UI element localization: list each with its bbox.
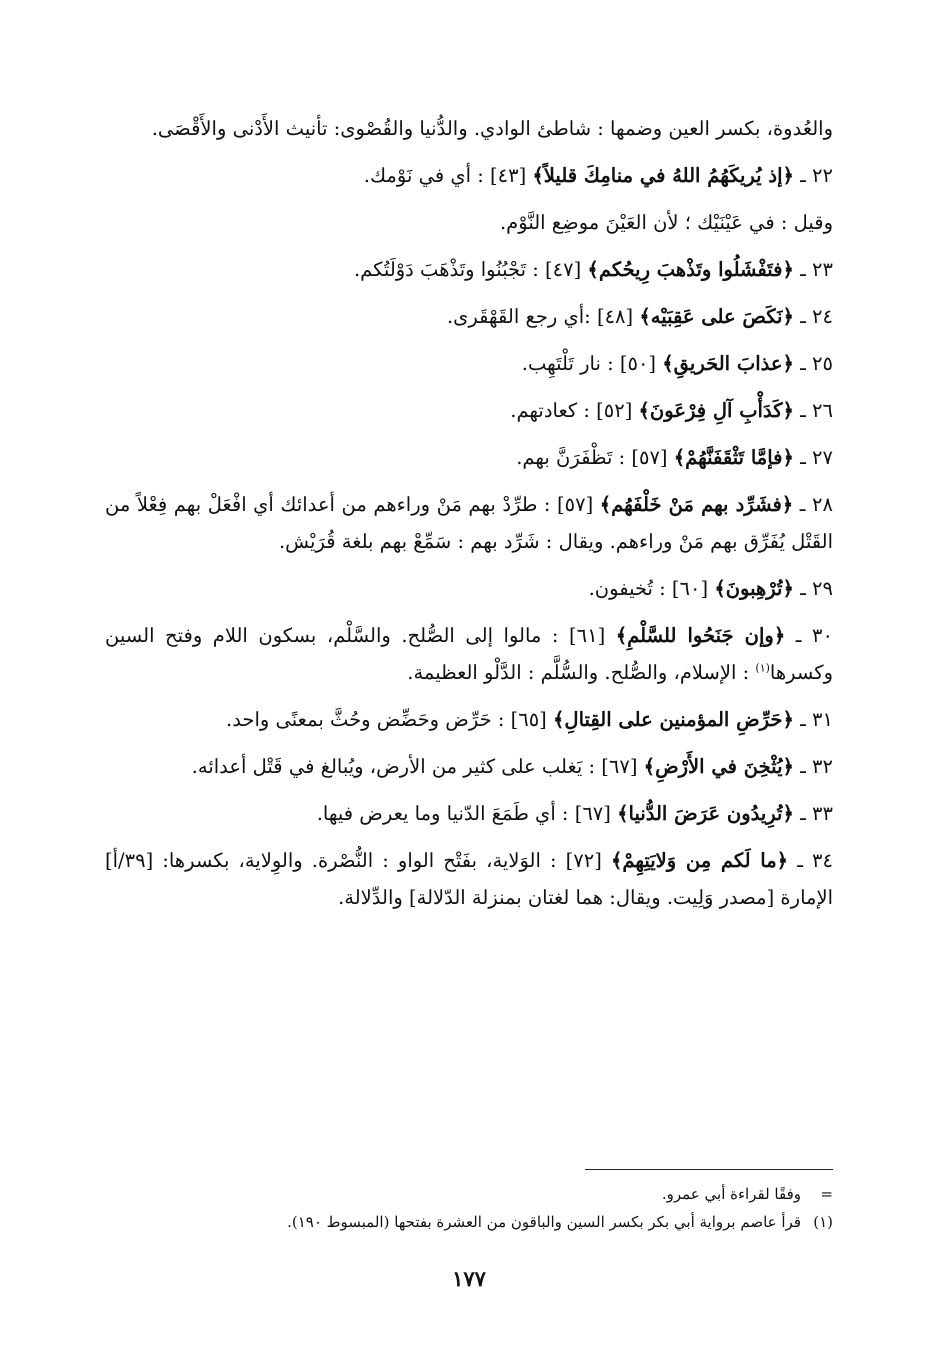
footnote-mark: = — [820, 1185, 833, 1203]
quran-quote: ﴿يُثْخِنَ في الأَرْضِ﴾ — [643, 755, 794, 778]
entry-number: ٢٩ ـ — [793, 577, 833, 600]
entry-28 — [105, 486, 833, 560]
entry-22 — [105, 157, 833, 194]
footnote-ref: (١) — [755, 661, 770, 675]
entry-explanation: [٦٠] : تُخيفون. — [588, 577, 715, 600]
entry-explanation: [٥٢] : كعادتهم. — [510, 399, 639, 422]
entry-explanation: [٥٧] : طرِّدْ بهم مَنْ وراءهم من أعدائك أي افْعَلْ بهم فِعْلاً من القَتْل يُفَرِّق بهم مَنْ وراءهم. ويقال : شَرِّد بهم : سَمِّعْ بهم بلغة قُرَيْش. — [105, 493, 833, 553]
entry-30 — [105, 617, 833, 691]
entry-number: ٢٥ ـ — [793, 352, 833, 375]
entry-29 — [105, 570, 833, 607]
entry-27 — [105, 439, 833, 476]
footnote-text: قرأ عاصم برواية أبي بكر بكسر السين والباقون من العشرة بفتحها (المبسوط ١٩٠). — [287, 1213, 801, 1231]
entry-number: ٣٤ ـ — [788, 849, 833, 872]
entry-number: ٣٣ ـ — [793, 802, 833, 825]
paragraph-note — [105, 204, 833, 241]
paragraph-intro — [105, 110, 833, 147]
quran-quote: ﴿فتَفْشَلُوا وتَذْهبَ رِيحُكم﴾ — [587, 258, 794, 281]
entry-number: ٢٨ ـ — [793, 493, 833, 516]
entry-number: ٢٢ ـ — [793, 164, 833, 187]
entry-number: ٢٣ ـ — [793, 258, 833, 281]
quran-quote: ﴿تُرِيدُون عَرَضَ الدُّنيا﴾ — [617, 802, 794, 825]
quran-quote: ﴿فشَرِّد بهم مَنْ خَلْفَهُم﴾ — [599, 493, 794, 516]
main-text — [105, 110, 833, 926]
footnote — [105, 1208, 833, 1236]
entry-number: ٣٠ ـ — [785, 624, 833, 647]
quran-quote: ﴿كَدَأْبِ آلِ فِرْعَونَ﴾ — [638, 399, 794, 422]
page-number: ١٧٧ — [452, 1266, 486, 1291]
entry-23 — [105, 251, 833, 288]
quran-quote: ﴿وإن جَنَحُوا للسَّلْمِ﴾ — [615, 624, 786, 647]
entry-explanation: [٧٢] : الوَلاية، بفَتْح الواو : النُّصْرة. والوِلاية، بكسرها: [٣٩/أ] الإمارة [مصدر وَلِيت. ويقال: هما لغتان بمنزلة الدّلالة] والدِّلالة. — [105, 849, 833, 909]
entry-32 — [105, 748, 833, 785]
entry-number: ٢٤ ـ — [793, 305, 833, 328]
entry-number: ٣١ ـ — [793, 708, 833, 731]
entry-number: ٢٧ ـ — [793, 446, 833, 469]
paragraph-text: والعُدوة، بكسر العين وضمها : شاطئ الوادي. والدُّنيا والقُصْوى: تأنيث الأَدْنى والأَقْصَى. — [151, 117, 833, 140]
footnote-text: وفقًا لقراءة أبي عمرو. — [661, 1185, 801, 1203]
entry-31 — [105, 701, 833, 738]
footnote-mark: (١) — [813, 1213, 833, 1231]
footnote-divider — [585, 1169, 833, 1170]
entry-number: ٣٢ ـ — [793, 755, 833, 778]
quran-quote: ﴿تُرْهِبونَ﴾ — [714, 577, 794, 600]
entry-25 — [105, 345, 833, 382]
quran-quote: ﴿إذ يُريكَهُمُ اللهُ في منامِكَ قليلاً﴾ — [532, 164, 794, 187]
entry-explanation: [٥٠] : نار تَلْتَهِب. — [521, 352, 663, 375]
entry-explanation: [٦٧] : يَغلب على كثير من الأرض، ويُبالغ في قَتْل أعدائه. — [191, 755, 644, 778]
quran-quote: ﴿حَرِّضِ المؤمنين على القِتالِ﴾ — [552, 708, 794, 731]
footnotes — [105, 1180, 833, 1236]
entry-explanation: [٦٥] : حَرِّض وحَضِّض وحُثَّ بمعنًى واحد. — [226, 708, 553, 731]
entry-26 — [105, 392, 833, 429]
entry-explanation: [٦٧] : أي طَمَعَ الدّنيا وما يعرض فيها. — [316, 802, 618, 825]
quran-quote: ﴿عذابَ الحَريقِ﴾ — [662, 352, 794, 375]
entry-explanation: [٤٨] :أي رجع القَهْقَرى. — [446, 305, 640, 328]
quran-quote: ﴿نَكَصَ على عَقِبَيْه﴾ — [639, 305, 794, 328]
entry-explanation: [٤٣] : أي في نَوْمك. — [363, 164, 533, 187]
entry-34 — [105, 842, 833, 916]
footnote — [105, 1180, 833, 1208]
entry-number: ٢٦ ـ — [793, 399, 833, 422]
quran-quote: ﴿ما لَكم مِن وَلايَتِهِمْ﴾ — [610, 849, 789, 872]
paragraph-text: وقيل : في عَيْنَيْك ؛ لأن العَيْنَ موضِع النَّوْم. — [499, 211, 833, 234]
quran-quote: ﴿فإمَّا تَثْقَفَنَّهُمْ﴾ — [673, 446, 794, 469]
entry-explanation: [٤٧] : تَجْبُنُوا وتَذْهَبَ دَوْلَتُكم. — [353, 258, 588, 281]
entry-explanation: [٥٧] : تَظْفَرَنَّ بهم. — [516, 446, 674, 469]
entry-explanation-cont: : الإسلام، والصُّلح. والسُّلَّم : الدَّلْو العظيمة. — [407, 661, 756, 684]
entry-explanation: [٦١] : مالوا إلى الصُّلح. والسَّلْم، بسكون اللام وفتح السين وكسرها — [105, 624, 833, 684]
entry-24 — [105, 298, 833, 335]
entry-33 — [105, 795, 833, 832]
